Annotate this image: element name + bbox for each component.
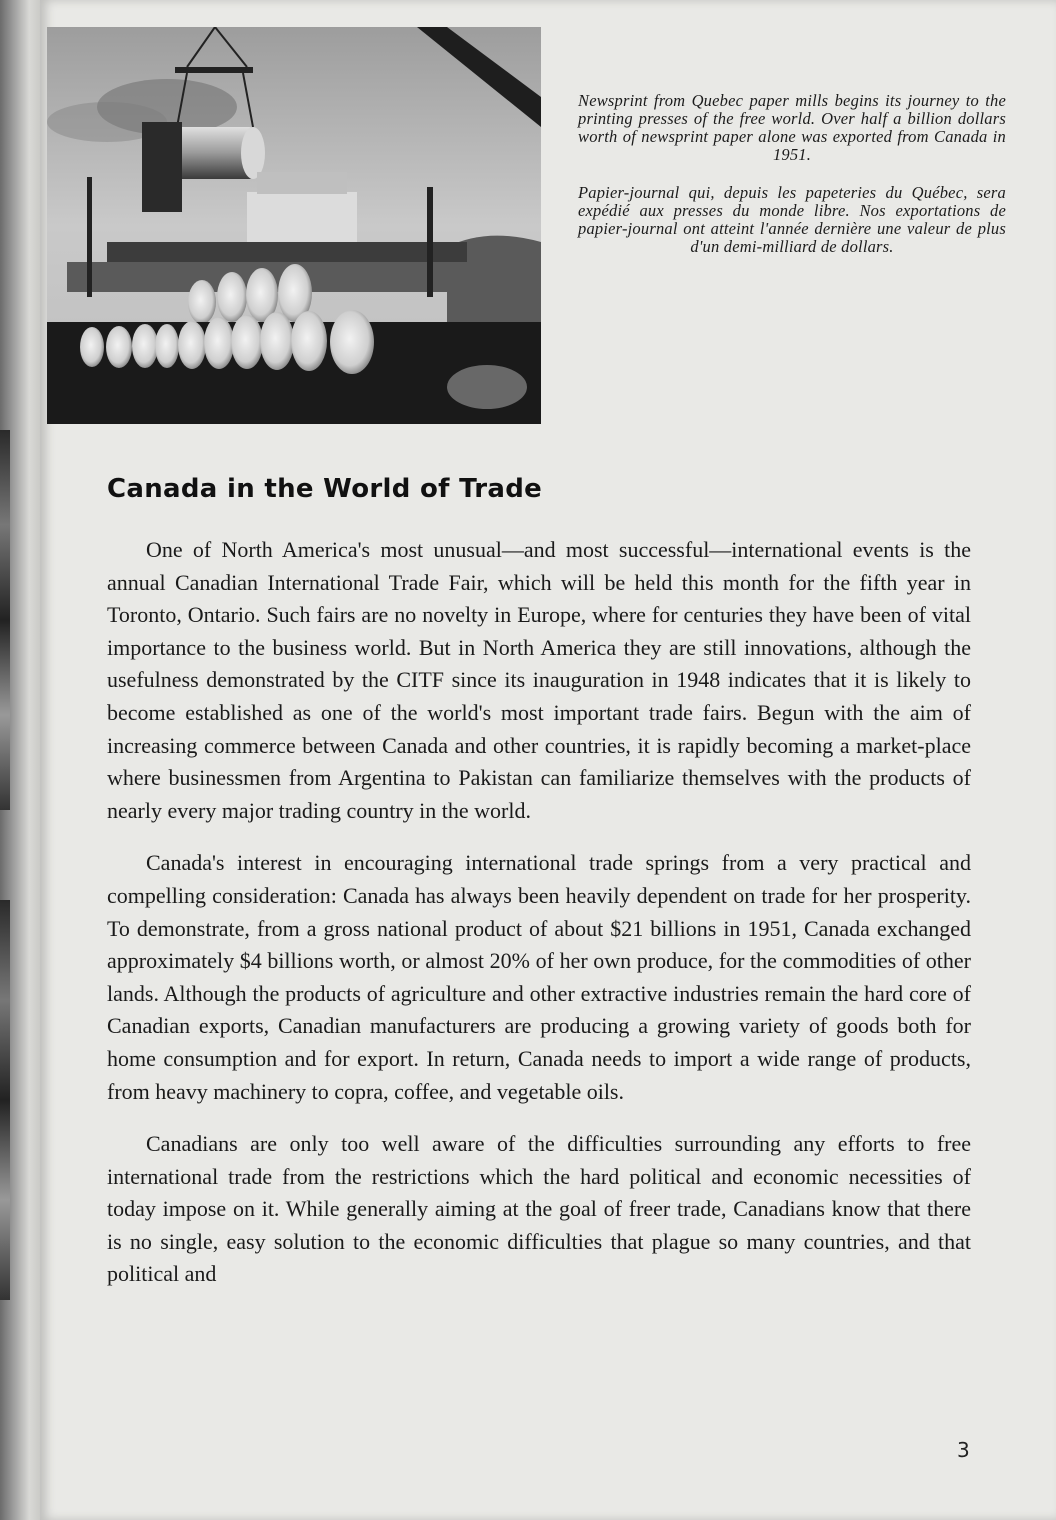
article-paragraph: Canadians are only too well aware of the difficulties surrounding any efforts to free international trade from the restrictions which the hard political and economic necessities of today impose on it. While generally aiming at the goal of freer trade, Canadians know that there is no single, easy solution to the economic difficulties that plague so many countries, and that political and <box>107 1131 971 1287</box>
caption-french: Papier-journal qui, depuis les papeteries du Québec, sera expédié aux presses du monde libre. Nos exportations de papier-journal ont atteint l'année dernière une valeur de plus d'un demi-milliard de dollars. <box>578 183 1006 256</box>
photo-caption <box>578 92 1006 256</box>
adjacent-page-photo-edge <box>0 430 10 810</box>
article-body <box>107 534 971 1291</box>
caption-english: Newsprint from Quebec paper mills begins its journey to the printing presses of the free world. Over half a billion dollars worth of newsprint paper alone was exported from Canada in 1951. <box>578 91 1006 164</box>
article-paragraph: One of North America's most unusual—and most successful—international events is the annual Canadian International Trade Fair, which will be held this month for the fifth year in Toronto, Ontario. Such fairs are no novelty in Europe, where for centuries they have been of vital importance to the business world. But in North America they are still innovations, although the usefulness demonstrated by the CITF since its inauguration in 1948 indicates that it is likely to become established as one of the world's most important trade fairs. Begun with the aim of increasing commerce between Canada and other countries, it is rapidly becoming a market-place where businessmen from Argentina to Pakistan can familiarize themselves with the products of nearly every major trading country in the world. <box>107 537 971 823</box>
document-page <box>40 0 1056 1520</box>
article-title: Canada in the World of Trade <box>107 474 543 504</box>
adjacent-page-photo-edge <box>0 900 10 1300</box>
page-binding <box>0 0 42 1520</box>
page-number: 3 <box>957 1438 970 1462</box>
article-paragraph: Canada's interest in encouraging international trade springs from a very practical and compelling consideration: Canada has always been heavily dependent on trade for her prosperity. To demonstrate, from a gross national product of about $21 billions in 1951, Canada exchanged approximately $4 billions worth, or almost 20% of her own produce, for the commodities of other lands. Although the products of agriculture and other extractive industries remain the hard core of Canadian exports, Canadian manufacturers are producing a growing variety of goods both for home consumption and for export. In return, Canada needs to import a wide range of products, from heavy machinery to copra, coffee, and vegetable oils. <box>107 850 971 1104</box>
ship-loading-newsprint-photo <box>47 27 541 424</box>
